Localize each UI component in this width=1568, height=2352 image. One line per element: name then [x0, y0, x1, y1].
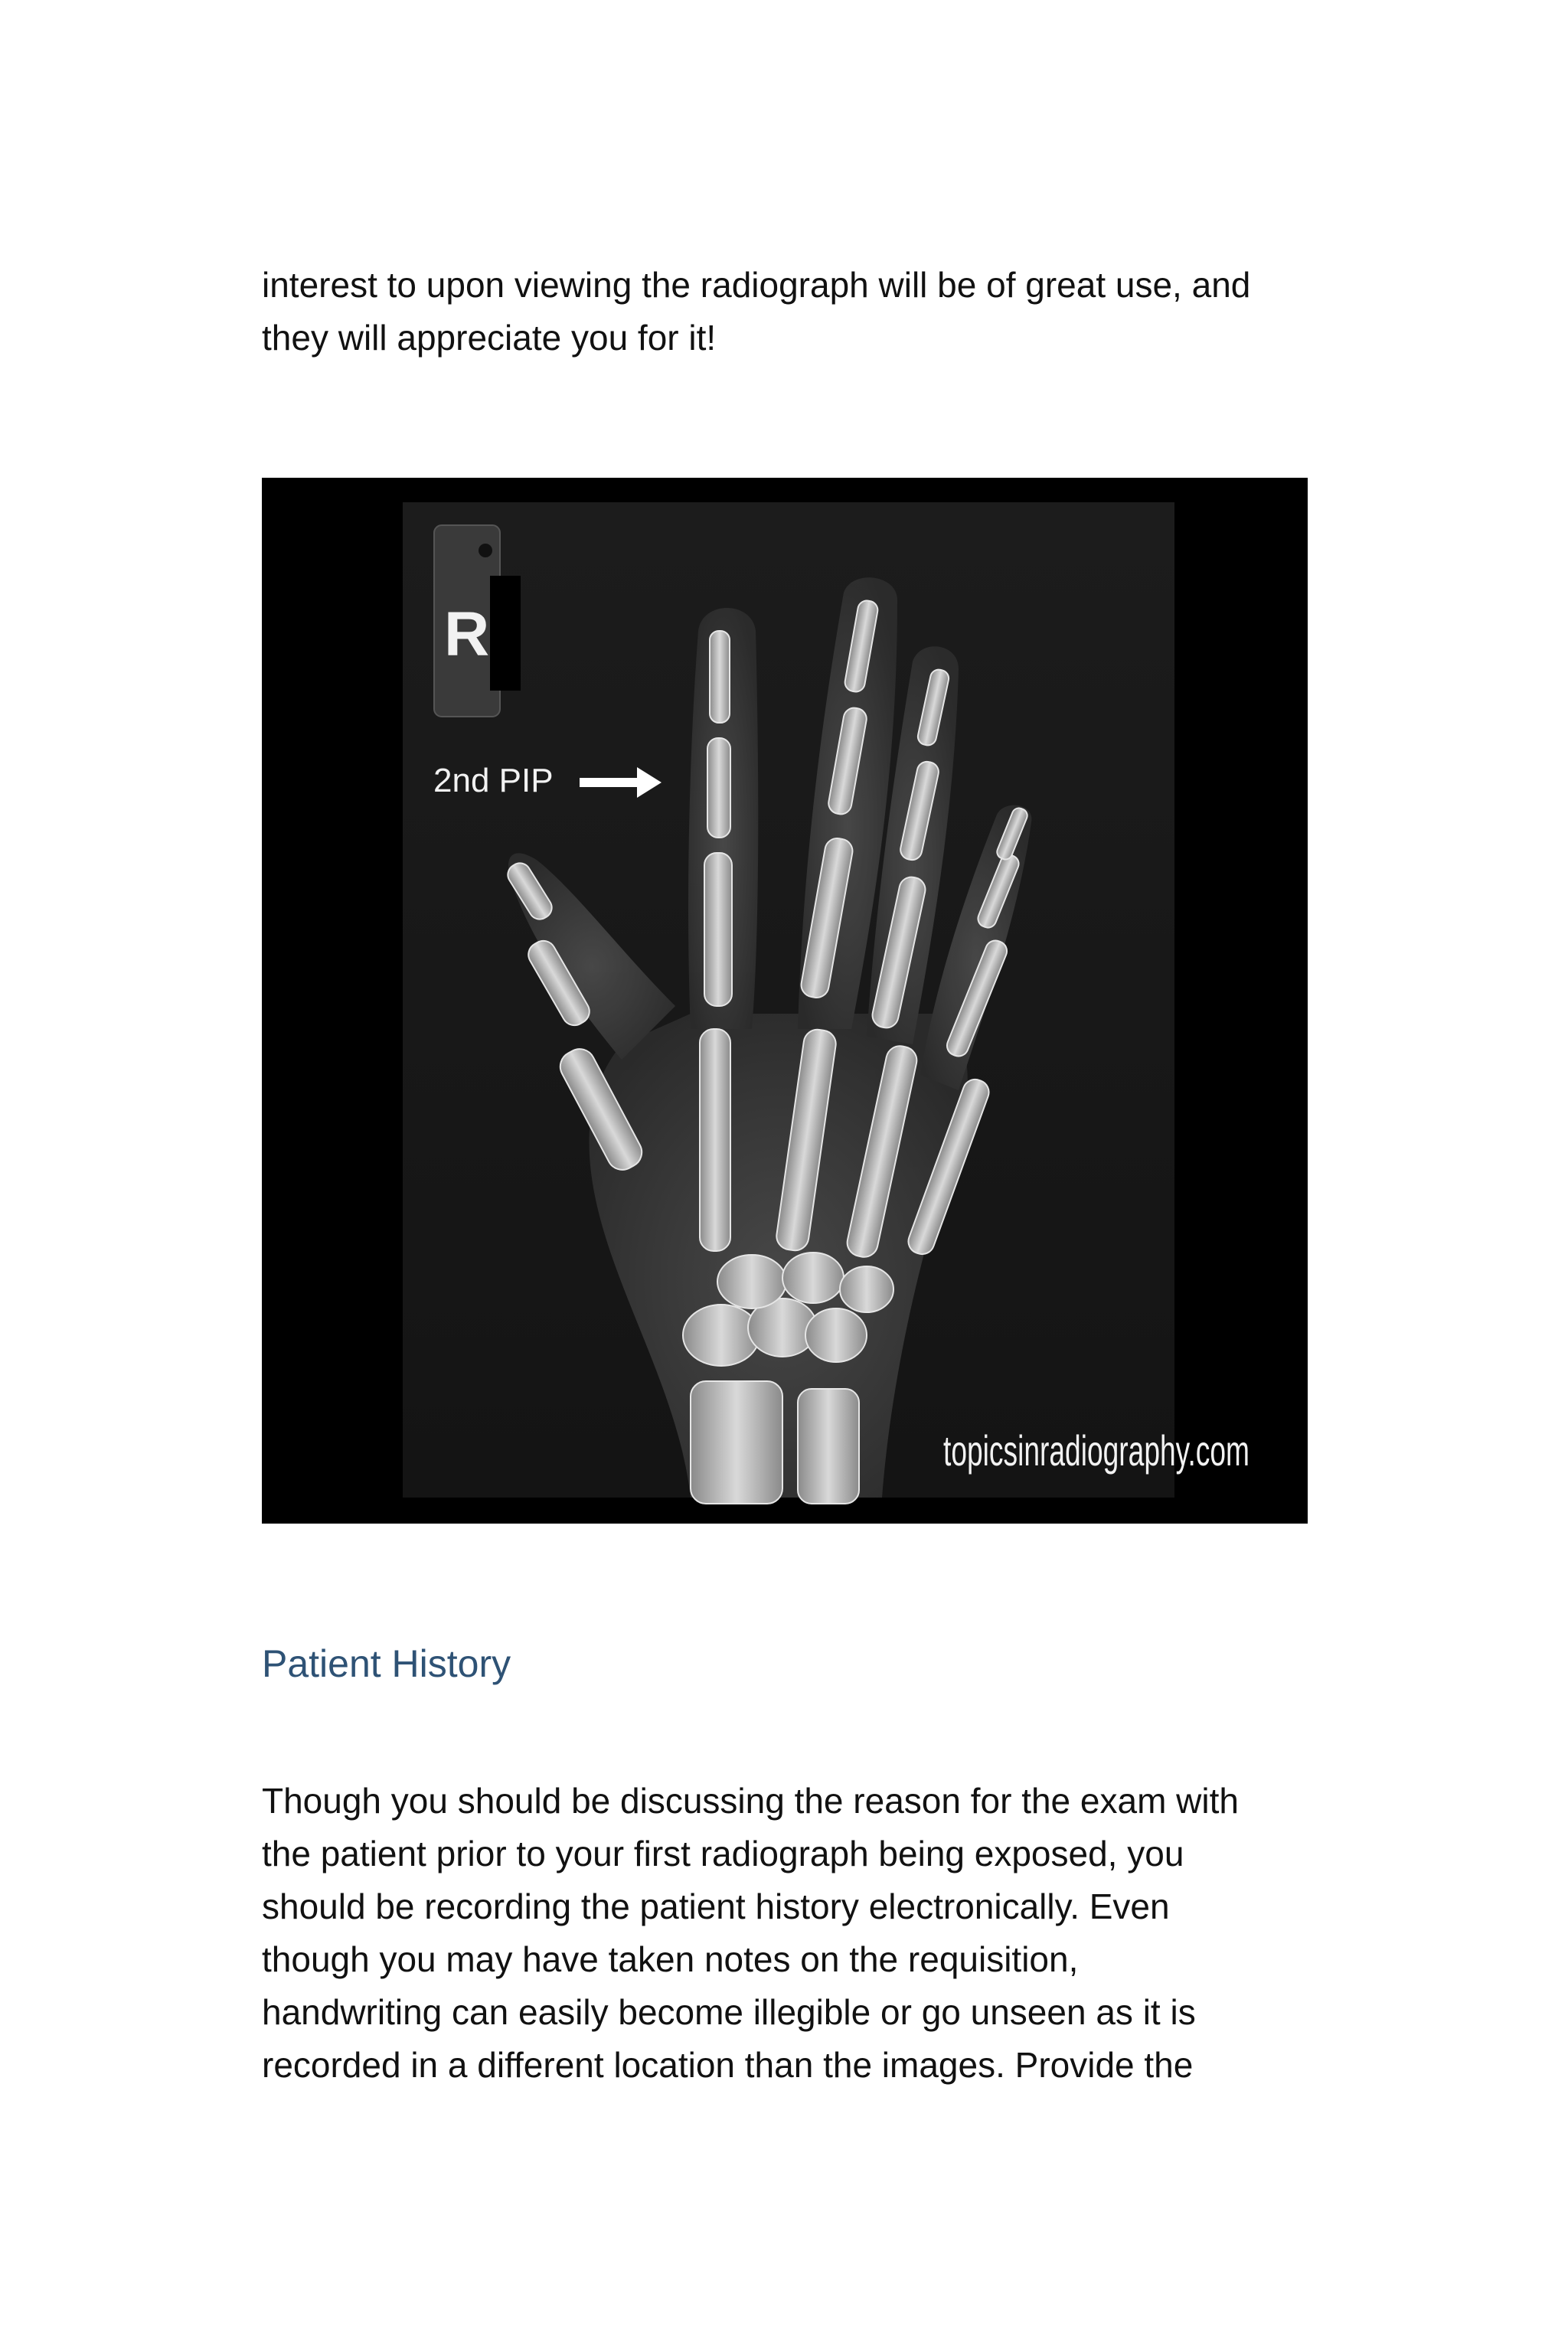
paragraph-patient-history	[262, 1775, 1311, 2092]
watermark-text: topicsinradiography.com	[943, 1426, 1250, 1475]
text-line: interest to upon viewing the radiograph will be of great use, and	[262, 265, 1251, 305]
text-line: recorded in a different location than the images. Provide the	[262, 2045, 1194, 2085]
text-line: Though you should be discussing the reason for the exam with	[262, 1781, 1239, 1821]
text-line: they will appreciate you for it!	[262, 318, 717, 358]
section-heading: Patient History	[262, 1642, 511, 1685]
annotation-label: 2nd PIP	[433, 762, 554, 799]
text-line: handwriting can easily become illegible or go unseen as it is	[262, 1992, 1196, 2032]
paragraph-intro-continuation	[262, 259, 1311, 364]
text-line: should be recording the patient history electronically. Even	[262, 1886, 1170, 1926]
hand-radiograph-image	[262, 478, 1308, 1524]
marker-letter: R	[444, 599, 490, 669]
radiograph-drawing	[262, 478, 1308, 1524]
text-line: though you may have taken notes on the requisition,	[262, 1939, 1079, 1979]
text-line: the patient prior to your first radiograph being exposed, you	[262, 1834, 1184, 1873]
